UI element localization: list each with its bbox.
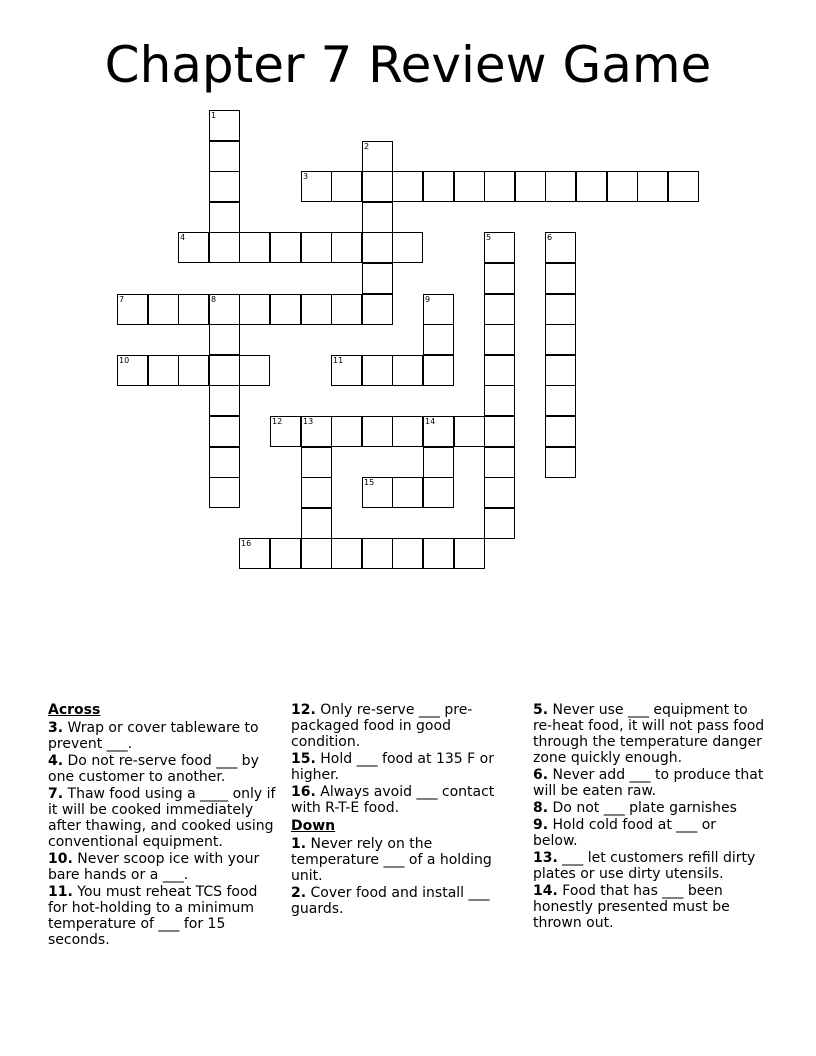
grid-cell[interactable] — [484, 294, 515, 325]
grid-cell[interactable] — [209, 202, 240, 233]
grid-cell[interactable] — [239, 294, 270, 325]
grid-cell[interactable] — [423, 294, 454, 325]
clue-number: 11 . — [48, 884, 73, 900]
clue-text: Only re-serve ___ pre-packaged food in good condition. — [291, 702, 473, 750]
grid-cell[interactable] — [209, 416, 240, 447]
grid-cell[interactable] — [545, 416, 576, 447]
grid-cell[interactable] — [270, 416, 301, 447]
grid-cell[interactable] — [423, 324, 454, 355]
page-title: Chapter 7 Review Game — [104, 36, 712, 94]
clue-number: 5 . — [533, 702, 548, 718]
grid-cell[interactable] — [117, 355, 148, 386]
cell-number: 11 — [333, 356, 344, 365]
grid-cell[interactable] — [484, 508, 515, 539]
grid-cell[interactable] — [301, 508, 332, 539]
clue-number: 13 . — [533, 850, 558, 866]
grid-cell[interactable] — [209, 171, 240, 202]
grid-cell[interactable] — [392, 477, 423, 508]
grid-cell[interactable] — [331, 294, 362, 325]
clue-number: 1 . — [291, 836, 306, 852]
cell-number: 6 — [547, 233, 553, 242]
grid-cell[interactable] — [392, 232, 423, 263]
clue-down-8 — [533, 800, 765, 816]
grid-cell[interactable] — [301, 477, 332, 508]
clue-across-3 — [48, 720, 280, 752]
grid-cell[interactable] — [362, 416, 393, 447]
grid-cell[interactable] — [362, 538, 393, 569]
clue-text: Do not ___ plate garnishes — [552, 800, 737, 816]
grid-cell[interactable] — [301, 538, 332, 569]
clue-down-13 — [533, 850, 765, 882]
grid-cell[interactable] — [484, 385, 515, 416]
grid-cell[interactable] — [545, 324, 576, 355]
grid-cell[interactable] — [270, 294, 301, 325]
grid-cell[interactable] — [545, 355, 576, 386]
grid-cell[interactable] — [484, 477, 515, 508]
grid-cell[interactable] — [423, 447, 454, 478]
grid-cell[interactable] — [209, 447, 240, 478]
clue-text: Do not re-serve food ___ by one customer to another. — [48, 753, 259, 785]
grid-cell[interactable] — [362, 294, 393, 325]
clue-number: 8 . — [533, 800, 548, 816]
clue-text: Hold ___ food at 135 F or higher. — [291, 751, 494, 783]
clue-number: 9 . — [533, 817, 548, 833]
grid-cell[interactable] — [545, 263, 576, 294]
grid-cell[interactable] — [239, 355, 270, 386]
grid-cell[interactable] — [301, 171, 332, 202]
clue-number: 7 . — [48, 786, 63, 802]
cell-number: 9 — [425, 295, 431, 304]
clues-column-3 — [533, 702, 765, 932]
grid-cell[interactable] — [148, 355, 179, 386]
clue-text: Thaw food using a ____ only if it will be cooked immediately after thawing, and cooked using conventional equipment. — [48, 786, 276, 850]
grid-cell[interactable] — [148, 294, 179, 325]
grid-cell[interactable] — [178, 355, 209, 386]
cell-number: 3 — [303, 172, 309, 181]
grid-cell[interactable] — [209, 110, 240, 141]
grid-cell[interactable] — [545, 232, 576, 263]
grid-cell[interactable] — [668, 171, 699, 202]
grid-cell[interactable] — [270, 538, 301, 569]
down-heading: Down — [291, 818, 336, 834]
grid-cell[interactable] — [423, 171, 454, 202]
grid-cell[interactable] — [576, 171, 607, 202]
clue-number: 14 . — [533, 883, 558, 899]
grid-cell[interactable] — [209, 141, 240, 172]
grid-cell[interactable] — [484, 324, 515, 355]
clue-number: 2 . — [291, 885, 306, 901]
grid-cell[interactable] — [270, 232, 301, 263]
grid-cell[interactable] — [484, 416, 515, 447]
grid-cell[interactable] — [392, 171, 423, 202]
grid-cell[interactable] — [454, 538, 485, 569]
grid-cell[interactable] — [484, 355, 515, 386]
clue-text: Cover food and install ___ guards. — [291, 885, 490, 917]
grid-cell[interactable] — [637, 171, 668, 202]
grid-cell[interactable] — [545, 294, 576, 325]
cell-number: 1 — [211, 111, 217, 120]
grid-cell[interactable] — [454, 416, 485, 447]
grid-cell[interactable] — [301, 447, 332, 478]
clue-text: Always avoid ___ contact with R-T-E food. — [291, 784, 495, 816]
grid-cell[interactable] — [301, 294, 332, 325]
grid-cell[interactable] — [484, 447, 515, 478]
clue-down-9 — [533, 817, 765, 849]
clue-text: You must reheat TCS food for hot-holding to a minimum temperature of ___ for 15 seconds. — [48, 884, 258, 948]
grid-cell[interactable] — [362, 171, 393, 202]
clue-number: 4 . — [48, 753, 63, 769]
cell-number: 14 — [425, 417, 436, 426]
grid-cell[interactable] — [454, 171, 485, 202]
grid-cell[interactable] — [239, 232, 270, 263]
clue-down-2 — [291, 885, 523, 917]
clue-text: Hold cold food at ___ or below. — [533, 817, 717, 849]
clue-text: Never use ___ equipment to re-heat food, it will not pass food through the temperature danger zone quickly enough. — [533, 702, 765, 766]
cell-number: 16 — [241, 539, 252, 548]
grid-cell[interactable] — [362, 232, 393, 263]
grid-cell[interactable] — [362, 202, 393, 233]
clue-down-5 — [533, 702, 765, 766]
grid-cell[interactable] — [362, 141, 393, 172]
grid-cell[interactable] — [209, 477, 240, 508]
clue-across-7 — [48, 786, 280, 850]
grid-cell[interactable] — [362, 263, 393, 294]
grid-cell[interactable] — [515, 171, 546, 202]
grid-cell[interactable] — [301, 232, 332, 263]
clue-across-4 — [48, 753, 280, 785]
grid-cell[interactable] — [423, 538, 454, 569]
clue-down-1 — [291, 836, 523, 884]
grid-cell[interactable] — [209, 355, 240, 386]
cell-number: 10 — [119, 356, 130, 365]
grid-cell[interactable] — [362, 355, 393, 386]
grid-cell[interactable] — [209, 232, 240, 263]
clue-across-16 — [291, 784, 523, 816]
clue-down-6 — [533, 767, 765, 799]
clues-column-1 — [48, 702, 280, 949]
across-heading: Across — [48, 702, 101, 718]
grid-cell[interactable] — [607, 171, 638, 202]
cell-number: 13 — [303, 417, 314, 426]
grid-cell[interactable] — [423, 355, 454, 386]
cell-number: 2 — [364, 142, 370, 151]
clue-number: 16 . — [291, 784, 316, 800]
grid-cell[interactable] — [545, 171, 576, 202]
clue-across-12 — [291, 702, 523, 750]
clue-down-14 — [533, 883, 765, 931]
grid-cell[interactable] — [423, 416, 454, 447]
clue-number: 12 . — [291, 702, 316, 718]
grid-cell[interactable] — [331, 232, 362, 263]
cell-number: 12 — [272, 417, 283, 426]
clue-text: Wrap or cover tableware to prevent ___. — [48, 720, 259, 752]
cell-number: 7 — [119, 295, 125, 304]
grid-cell[interactable] — [209, 385, 240, 416]
clue-text: Food that has ___ been honestly presented must be thrown out. — [533, 883, 730, 931]
grid-cell[interactable] — [392, 355, 423, 386]
cell-number: 15 — [364, 478, 375, 487]
grid-cell[interactable] — [484, 263, 515, 294]
grid-cell[interactable] — [331, 171, 362, 202]
grid-cell[interactable] — [209, 294, 240, 325]
clue-across-11 — [48, 884, 280, 948]
grid-cell[interactable] — [209, 324, 240, 355]
clues-column-2 — [291, 702, 523, 918]
cell-number: 8 — [211, 295, 217, 304]
clue-text: Never scoop ice with your bare hands or a ___. — [48, 851, 260, 883]
grid-cell[interactable] — [545, 447, 576, 478]
grid-cell[interactable] — [392, 538, 423, 569]
grid-cell[interactable] — [545, 385, 576, 416]
grid-cell[interactable] — [331, 538, 362, 569]
grid-cell[interactable] — [239, 538, 270, 569]
grid-cell[interactable] — [117, 294, 148, 325]
grid-cell[interactable] — [484, 171, 515, 202]
clue-text: Never rely on the temperature ___ of a holding unit. — [291, 836, 492, 884]
grid-cell[interactable] — [301, 416, 332, 447]
grid-cell[interactable] — [178, 294, 209, 325]
grid-cell[interactable] — [392, 416, 423, 447]
clue-number: 10 . — [48, 851, 73, 867]
grid-cell[interactable] — [178, 232, 209, 263]
clue-text: ___ let customers refill dirty plates or use dirty utensils. — [533, 850, 756, 882]
grid-cell[interactable] — [484, 232, 515, 263]
clue-text: Never add ___ to produce that will be eaten raw. — [533, 767, 764, 799]
clue-number: 3 . — [48, 720, 63, 736]
clue-number: 15 . — [291, 751, 316, 767]
grid-cell[interactable] — [362, 477, 393, 508]
grid-cell[interactable] — [331, 416, 362, 447]
clue-number: 6 . — [533, 767, 548, 783]
clue-across-10 — [48, 851, 280, 883]
cell-number: 4 — [180, 233, 186, 242]
clue-across-15 — [291, 751, 523, 783]
grid-cell[interactable] — [423, 477, 454, 508]
cell-number: 5 — [486, 233, 492, 242]
grid-cell[interactable] — [331, 355, 362, 386]
